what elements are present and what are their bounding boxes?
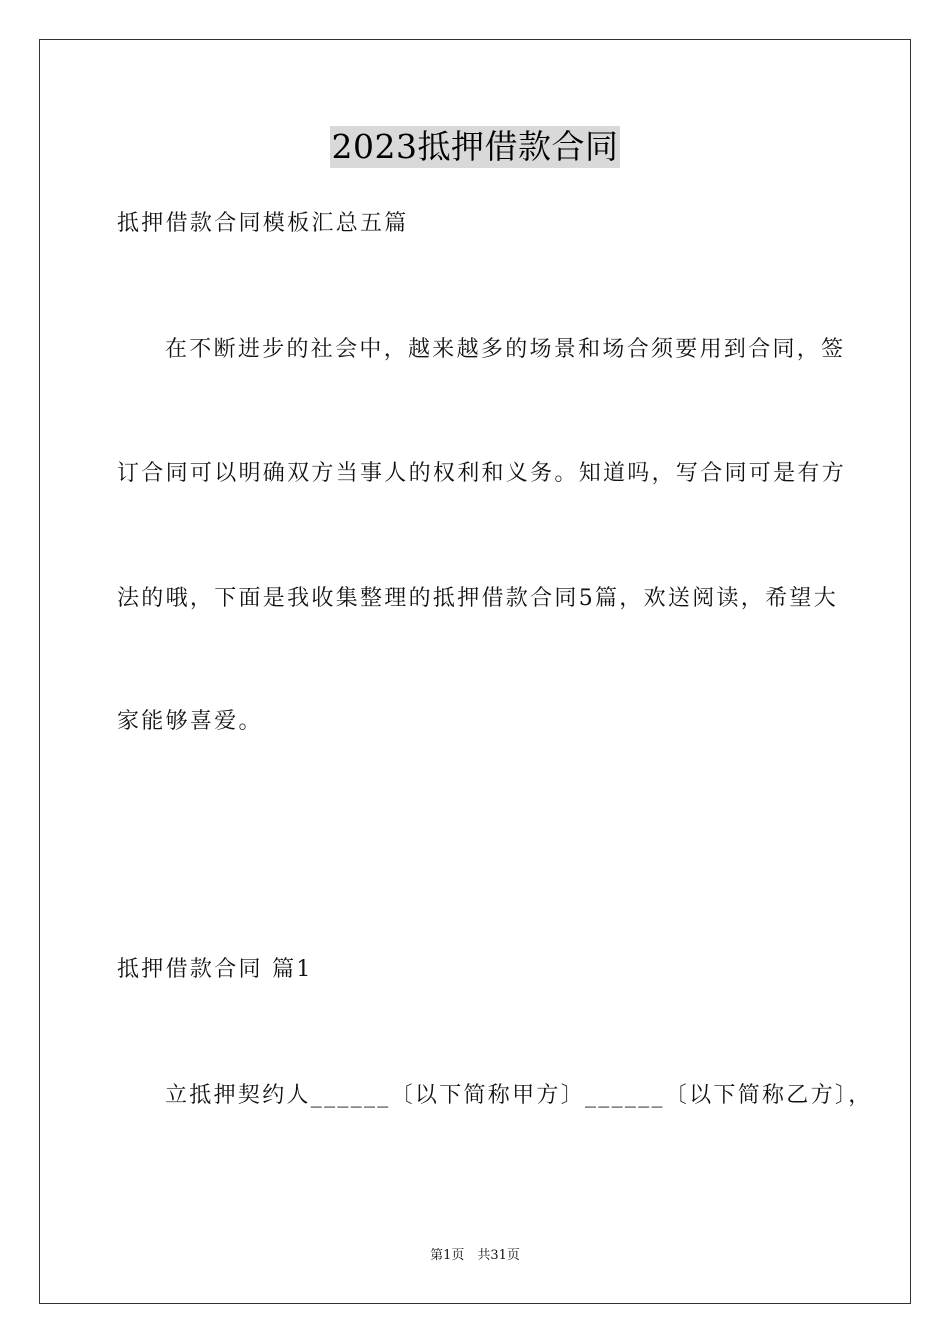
intro-paragraph-line-3: 法的哦，下面是我收集整理的抵押借款合同5篇，欢送阅读，希望大 <box>117 586 838 611</box>
intro-paragraph-line-1: 在不断进步的社会中，越来越多的场景和场合须要用到合同，签 <box>165 337 846 362</box>
page-footer: 第1页 共31页 <box>430 1248 520 1263</box>
contract-paragraph-line-1: 立抵押契约人______〔以下简称甲方〕______〔以下简称乙方〕， <box>165 1083 873 1108</box>
intro-paragraph-line-2: 订合同可以明确双方当事人的权利和义务。知道吗，写合同可是有方 <box>117 461 847 486</box>
section-heading: 抵押借款合同 篇1 <box>117 957 313 982</box>
document-title: 2023抵押借款合同 <box>331 127 619 166</box>
document-subtitle: 抵押借款合同模板汇总五篇 <box>117 211 409 236</box>
title-container <box>0 126 950 168</box>
intro-paragraph-line-4: 家能够喜爱。 <box>117 709 263 734</box>
